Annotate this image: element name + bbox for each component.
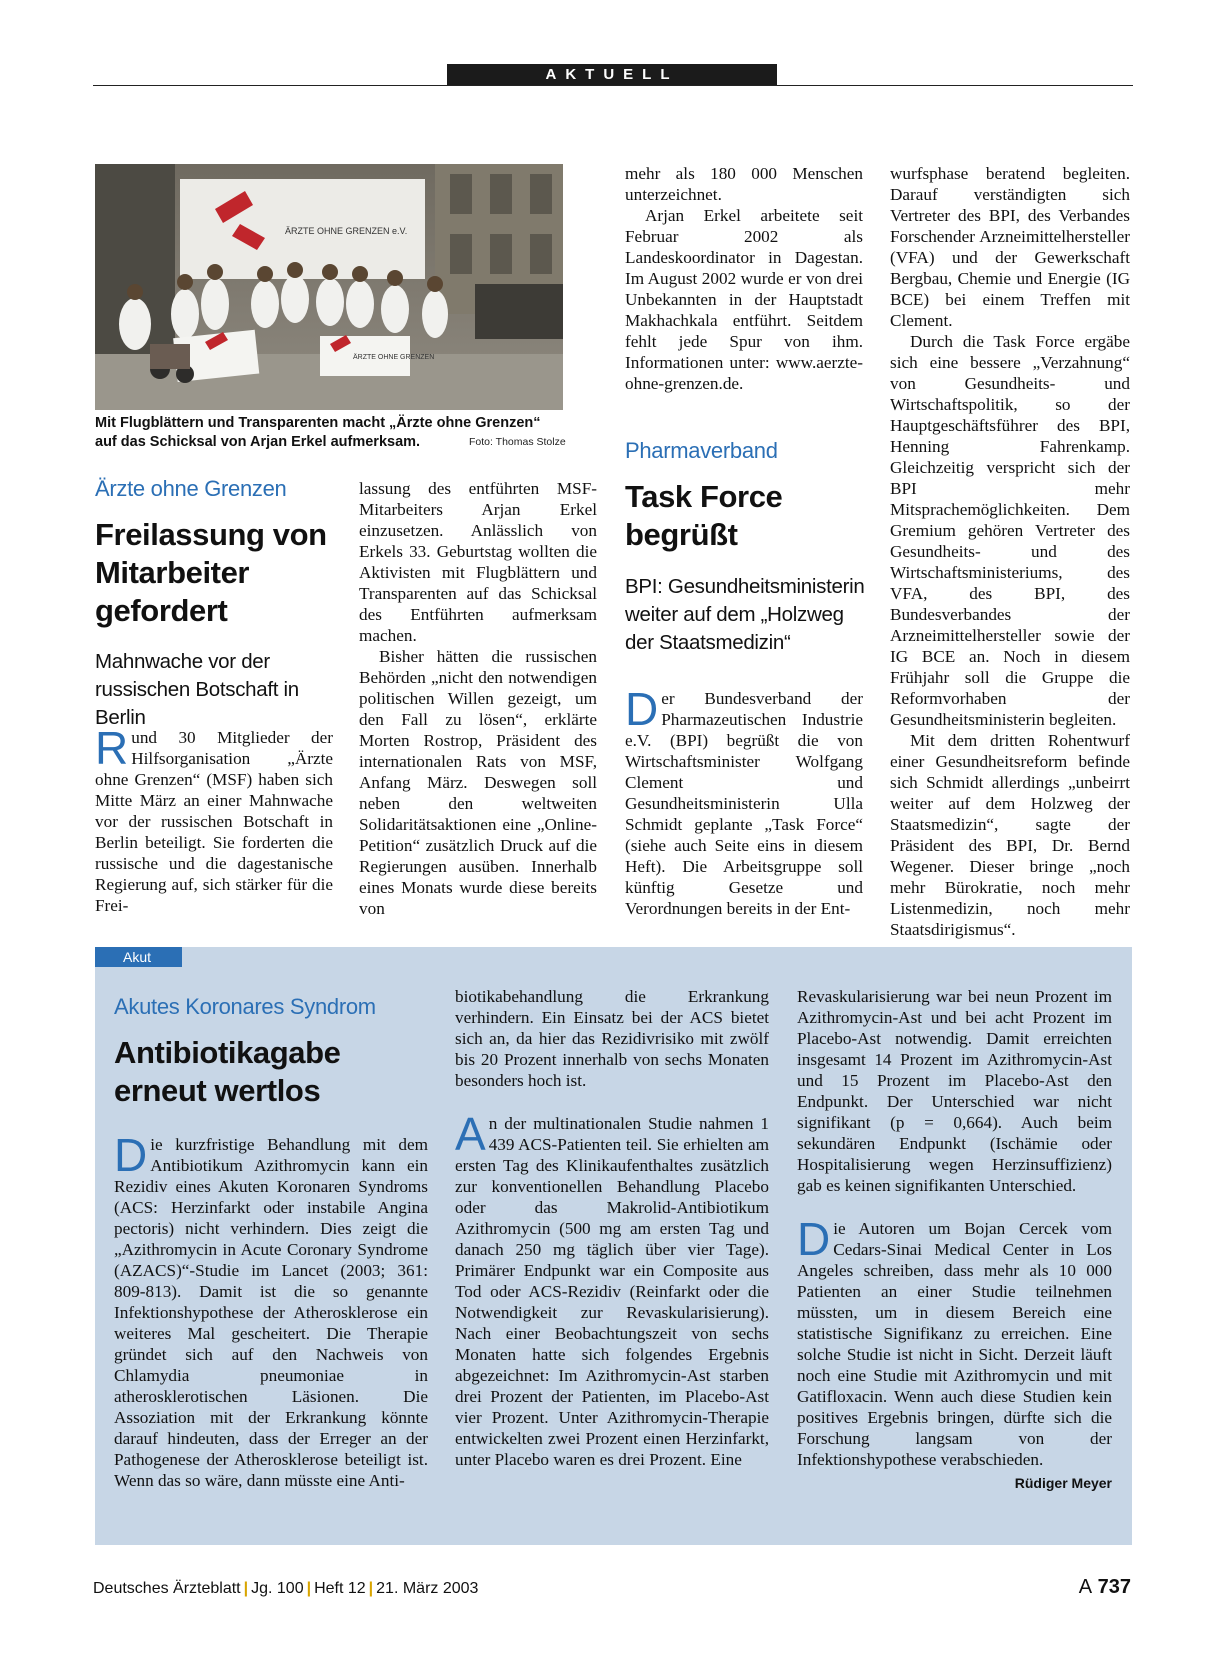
page-prefix: A — [1078, 1576, 1093, 1598]
article2-headline: Task Force begrüßt — [625, 479, 783, 552]
photo-caption: Mit Flugblättern und Transparenten macht „Ärzte ohne Grenzen“ auf das Schicksal von Arjan Erkel aufmerksam. — [95, 415, 541, 450]
author-name: Rüdiger Meyer — [1014, 1475, 1112, 1491]
page-number — [1079, 1576, 1131, 1599]
article1-col2-paragraph-2: Bisher hätten die russischen Behörden „nicht den notwendigen politischen Willen gezeigt, um den Fall zu lösen“, erklärte Morten Rostrop, Präsident des internationalen Rats von MSF, Anfang März. Deswegen soll neben den weltweiten Solidaritätsaktionen eine „Online-Petition“ zusätzlich Druck auf die Regierungen ausüben. Innerhalb eines Monats wurde diese bereits von — [359, 647, 597, 918]
page-number-value: 737 — [1097, 1576, 1131, 1598]
article2-col2-paragraph-2: Durch die Task Force ergäbe sich eine bessere „Verzahnung“ von Gesundheits- und Wirtschaftspolitik, so der Hauptgeschäftsführer des BPI, Henning Fahrenkamp. Gleichzeitig verspricht sich der BPI mehr Mitsprachemöglichkeiten. Dem Gremium gehören Vertreter des Gesundheits- und des Wirtschaftsministeriums, des VFA, des BPI, des Bundesverbandes der Arzneimittelhersteller sowie der IG BCE an. Noch in diesem Frühjahr soll die Gruppe die Reformvorhaben der Gesundheitsministerin begleiten. — [890, 332, 1130, 729]
photo-credit: Foto: Thomas Stolze — [469, 436, 566, 448]
box-column-1 — [114, 1129, 428, 1491]
article2-kicker: Pharmaverband — [625, 438, 778, 463]
article2-col1-text: er Bundesverband der Pharmazeutischen Industrie e.V. (BPI) begrüßt die von Wirtschaftsminister Wolfgang Clement und Gesundheitsministerin Ulla Schmidt geplante „Task Force“ (siehe auch Seite eins in diesem Heft). Die Arbeitsgruppe soll künftig Gesetze und Verordnungen bereits in der Ent- — [625, 689, 863, 918]
article1-column-2 — [359, 478, 597, 919]
footer-separator: | — [306, 1580, 312, 1597]
akut-tab: Akut — [95, 947, 182, 967]
article1-subhead: Mahnwache vor der russischen Botschaft in Berlin — [95, 650, 299, 729]
box-col1-text: ie kurzfristige Behandlung mit dem Antibiotikum Azithromycin kann ein Rezidiv eines Akuten Koronaren Syndroms (ACS: Herzinfarkt oder instabile Angina pectoris) nicht verhindern. Dies zeigt die „Azithromycin in Acute Coronary Syndrome (AZACS)“-Studie im Lancet (2003; 361: 809-813). Damit ist die so genannte Infektionshypothese der Atherosklerose ein weiteres Mal gescheitert. Die Therapie gründet sich auf den Nachweis von Chlamydia pneumoniae in atherosklerotischen Läsionen. Die Assoziation mit der Erkrankung könnte darauf hindeuten, dass der Erreger an der Pathogenese der Atherosklerose beteiligt ist. Wenn das so wäre, dann müsste eine Anti- — [114, 1135, 428, 1490]
article2-column-2 — [890, 163, 1130, 940]
journal-date: 21. März 2003 — [376, 1580, 479, 1597]
box-headline: Antibiotikagabe erneut wertlos — [114, 1035, 341, 1108]
section-label: AKTUELL — [447, 64, 777, 85]
article1-kicker: Ärzte ohne Grenzen — [95, 476, 287, 501]
banner-text-1: ÄRZTE OHNE GRENZEN e.V. — [285, 226, 408, 236]
dropcap: R — [95, 722, 129, 774]
footer-separator: | — [368, 1580, 374, 1597]
article1-col3-paragraph-1: mehr als 180 000 Menschen unterzeichnet. — [625, 164, 863, 204]
article1-col3-paragraph-2: Arjan Erkel arbeitete seit Februar 2002 als Landeskoordinator in Dagestan. Im August 2002 wurde er von drei Unbekannten in der Hauptstadt Makhachkala entführt. Seitdem fehlt jede Spur von ihm. Informationen unter: www.aerzte-ohne-grenzen.de. — [625, 206, 863, 393]
article1-column-1 — [95, 722, 333, 916]
dropcap: D — [114, 1129, 148, 1181]
box-column-2 — [455, 986, 769, 1470]
journal-issue: Heft 12 — [314, 1580, 366, 1597]
article2-subhead: BPI: Gesundheitsministerin weiter auf dem „Holzweg der Staatsmedizin“ — [625, 575, 865, 654]
article2-column-1 — [625, 683, 863, 919]
journal-name: Deutsches Ärzteblatt — [93, 1580, 241, 1597]
article2-col2-paragraph-1: wurfsphase beratend begleiten. Darauf verständigten sich Vertreter des BPI, des Verbandes Forschender Arzneimittelhersteller (VFA) und der Gewerkschaft Bergbau, Chemie und Energie (IG BCE) bei einem Treffen mit Clement. — [890, 164, 1130, 330]
box-column-3 — [797, 986, 1112, 1494]
footer — [93, 1580, 478, 1598]
article1-col1-text: und 30 Mitglieder der Hilfsorganisation „Ärzte ohne Grenzen“ (MSF) haben sich Mitte März an einer Mahnwache vor der russischen Botschaft in Berlin beteiligt. Sie forderten die russische und die dagestanische Regierung auf, sich stärker für die Frei- — [95, 728, 333, 915]
protest-photo — [95, 164, 563, 410]
article1-column-3 — [625, 163, 863, 394]
footer-separator: | — [243, 1580, 249, 1597]
box-col2-paragraph-1: biotikabehandlung die Erkrankung verhindern. Ein Einsatz bei der ACS bietet sich an, da hier das Rezidivrisiko mit zwölf bis 20 Prozent innerhalb von sechs Monaten besonders hoch ist. — [455, 987, 769, 1090]
box-col3-text: ie Autoren um Bojan Cercek vom Cedars-Sinai Medical Center in Los Angeles schreiben, dass mehr als 10 000 Patienten an einer Studie teilnehmen müssten, um in diesem Bereich eine statistische Signifikanz zu erreichen. Eine solche Studie ist nicht in Sicht. Derzeit läuft noch eine Studie mit Azithromycin und mit Gatifloxacin. Wenn auch diese Studien kein positives Ergebnis bringen, dürfte sich die Forschung langsam von der Infektionshypothese verabschieden. — [797, 1219, 1112, 1469]
box-col2-text: n der multinationalen Studie nahmen 1 439 ACS-Patienten teil. Sie erhielten am ersten Tag des Klinikaufenthaltes zusätzlich zur konventionellen Behandlung Placebo oder das Makrolid-Antibiotikum Azithromycin (500 mg am ersten Tag und danach 250 mg täglich über vier Tage). Primärer Endpunkt war ein Composite aus Tod oder ACS-Rezidiv (Reinfarkt oder die Notwendigkeit zur Revaskularisierung). Nach einer Beobachtungszeit von sechs Monaten hatte sich folgendes Ergebnis abgezeichnet: Im Azithromycin-Ast starben drei Prozent der Patienten, im Placebo-Ast vier Prozent. Unter Azithromycin-Therapie entwickelten zwei Prozent einen Herzinfarkt, unter Placebo waren es drei Prozent. Eine — [455, 1114, 769, 1469]
dropcap: A — [455, 1108, 486, 1160]
header-rule — [93, 85, 1133, 86]
article2-col2-paragraph-3: Mit dem dritten Rohentwurf einer Gesundheitsreform befinde sich Schmidt allerdings „unbeirrt weiter auf dem Holzweg der Staatsmedizin“, sagte der Präsident des BPI, Dr. Bernd Wegener. Dieser bringe „noch mehr Bürokratie, noch mehr Listenmedizin, noch mehr Staatsdirigismus“. — [890, 731, 1130, 939]
dropcap: D — [625, 683, 659, 735]
protest-photo-illustration — [95, 164, 563, 410]
box-kicker: Akutes Koronares Syndrom — [114, 994, 376, 1019]
box-col3-paragraph-1: Revaskularisierung war bei neun Prozent im Azithromycin-Ast und bei acht Prozent im Placebo-Ast notwendig. Damit erreichten insgesamt 14 Prozent im Azithromycin-Ast und 15 Prozent im Placebo-Ast den Endpunkt. Der Unterschied war nicht signifikant (p = 0,664). Auch beim sekundären Endpunkt (Ischämie oder Hospitalisierung wegen Herzinsuffizienz) gab es keinen signifikanten Unterschied. — [797, 987, 1112, 1195]
journal-volume: Jg. 100 — [251, 1580, 304, 1597]
banner-text-2: ÄRZTE OHNE GRENZEN — [353, 354, 435, 361]
dropcap: D — [797, 1213, 831, 1265]
article1-col2-paragraph-1: lassung des entführten MSF-Mitarbeiters Arjan Erkel einzusetzen. Anlässlich von Erkels 33. Geburtstag wollten die Aktivisten mit Flugblättern und Transparenten auf das Schicksal des Entführten aufmerksam machen. — [359, 479, 597, 645]
article1-headline: Freilassung von Mitarbeiter gefordert — [95, 517, 327, 628]
